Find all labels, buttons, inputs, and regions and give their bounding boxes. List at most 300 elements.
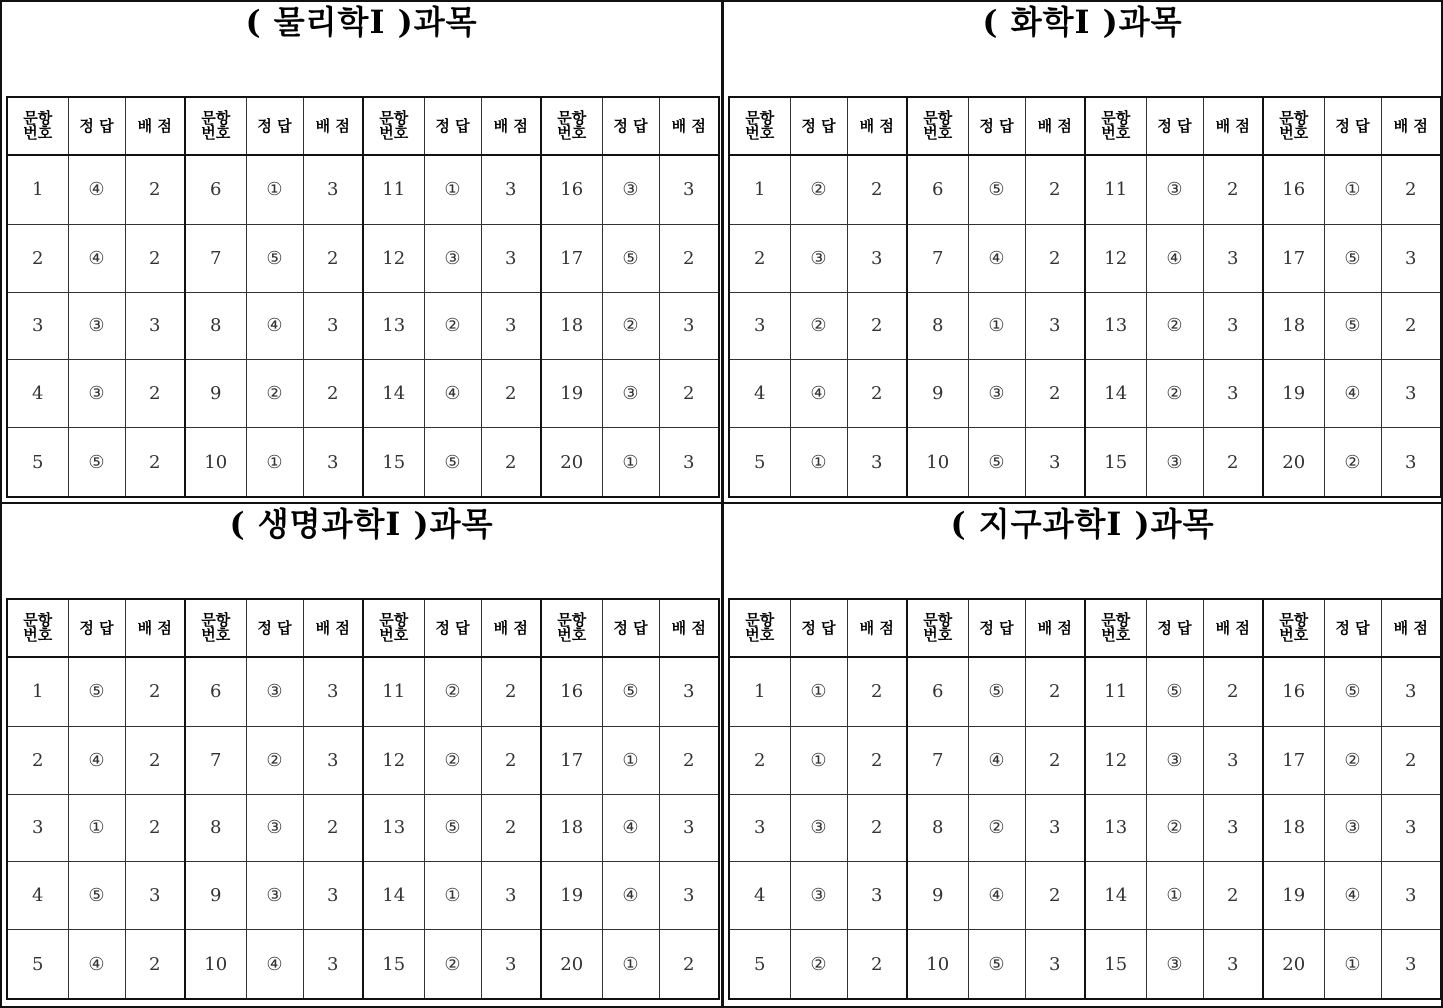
question-number-header: 문항 번호 — [541, 97, 602, 155]
score-cell: 2 — [303, 794, 363, 862]
question-number: 17 — [1263, 224, 1324, 292]
question-number: 15 — [363, 930, 424, 999]
answer-cell: ① — [424, 155, 481, 224]
question-number: 11 — [363, 657, 424, 726]
question-number: 3 — [7, 292, 68, 360]
score-header: 배 점 — [847, 97, 907, 155]
answer-cell: ① — [790, 726, 847, 794]
answer-cell: ① — [1324, 930, 1381, 999]
question-number: 10 — [907, 930, 968, 999]
question-number: 6 — [907, 155, 968, 224]
header-row — [7, 97, 719, 155]
score-cell: 3 — [481, 224, 541, 292]
question-number: 4 — [7, 862, 68, 930]
score-cell: 2 — [303, 224, 363, 292]
answer-cell: ① — [246, 155, 303, 224]
answer-cell: ④ — [246, 292, 303, 360]
panel-chemistry — [722, 0, 1443, 504]
answer-cell: ① — [246, 428, 303, 497]
answer-cell: ③ — [246, 862, 303, 930]
table-row — [7, 428, 719, 497]
answer-cell: ② — [424, 292, 481, 360]
answer-cell: ⑤ — [968, 930, 1025, 999]
answer-cell: ② — [1146, 794, 1203, 862]
answer-header: 정 답 — [602, 97, 659, 155]
score-cell: 3 — [481, 155, 541, 224]
panel-earth-science — [722, 502, 1443, 1008]
question-number: 13 — [1085, 292, 1146, 360]
answer-cell: ③ — [790, 224, 847, 292]
question-number: 15 — [1085, 428, 1146, 497]
table-row — [729, 360, 1441, 428]
score-cell: 2 — [847, 657, 907, 726]
score-cell: 3 — [847, 862, 907, 930]
score-header: 배 점 — [303, 97, 363, 155]
question-number: 20 — [1263, 428, 1324, 497]
question-number: 12 — [1085, 726, 1146, 794]
question-number: 6 — [185, 657, 246, 726]
score-cell: 3 — [481, 292, 541, 360]
answer-cell: ① — [1324, 155, 1381, 224]
score-cell: 3 — [303, 862, 363, 930]
question-number: 8 — [907, 794, 968, 862]
answer-cell: ⑤ — [68, 657, 125, 726]
table-row — [7, 794, 719, 862]
score-cell: 2 — [1025, 657, 1085, 726]
answer-cell: ④ — [424, 360, 481, 428]
score-cell: 2 — [1025, 224, 1085, 292]
score-cell: 2 — [1203, 428, 1263, 497]
subject-title: ( 화학Ⅰ )과목 — [982, 3, 1183, 41]
answer-cell: ③ — [1146, 726, 1203, 794]
answer-cell: ⑤ — [1146, 657, 1203, 726]
answer-cell: ③ — [246, 794, 303, 862]
question-number: 17 — [541, 224, 602, 292]
answer-cell: ② — [1146, 360, 1203, 428]
question-number: 18 — [541, 794, 602, 862]
answer-cell: ③ — [790, 862, 847, 930]
answer-header: 정 답 — [790, 97, 847, 155]
answer-cell: ⑤ — [246, 224, 303, 292]
score-cell: 3 — [303, 292, 363, 360]
question-number: 17 — [541, 726, 602, 794]
answer-cell: ③ — [1146, 155, 1203, 224]
answer-cell: ⑤ — [1324, 292, 1381, 360]
question-number: 16 — [1263, 155, 1324, 224]
answer-cell: ③ — [68, 360, 125, 428]
score-cell: 2 — [125, 360, 185, 428]
score-cell: 3 — [125, 292, 185, 360]
score-header: 배 점 — [1025, 97, 1085, 155]
question-number: 14 — [363, 862, 424, 930]
table-row — [729, 155, 1441, 224]
question-number: 5 — [7, 930, 68, 999]
answer-cell: ② — [246, 726, 303, 794]
score-cell: 3 — [659, 862, 719, 930]
score-cell: 3 — [481, 930, 541, 999]
question-number: 5 — [7, 428, 68, 497]
score-cell: 3 — [1203, 794, 1263, 862]
question-number: 4 — [729, 360, 790, 428]
answer-cell: ④ — [968, 862, 1025, 930]
answer-cell: ② — [968, 794, 1025, 862]
question-number: 9 — [907, 862, 968, 930]
score-cell: 2 — [125, 726, 185, 794]
score-header: 배 점 — [1381, 97, 1441, 155]
question-number: 2 — [729, 726, 790, 794]
question-number: 11 — [363, 155, 424, 224]
answer-cell: ① — [602, 428, 659, 497]
answer-header: 정 답 — [68, 97, 125, 155]
subject-title: ( 생명과학Ⅰ )과목 — [229, 505, 494, 543]
question-number: 19 — [1263, 862, 1324, 930]
score-cell: 2 — [1203, 155, 1263, 224]
score-cell: 3 — [125, 862, 185, 930]
question-number: 7 — [907, 224, 968, 292]
score-cell: 2 — [481, 360, 541, 428]
answer-table — [728, 96, 1442, 498]
score-cell: 3 — [303, 726, 363, 794]
table-row — [729, 930, 1441, 999]
score-header: 배 점 — [303, 599, 363, 657]
question-number: 20 — [1263, 930, 1324, 999]
answer-cell: ③ — [1146, 930, 1203, 999]
answer-cell: ③ — [246, 657, 303, 726]
score-cell: 2 — [847, 360, 907, 428]
score-cell: 2 — [1025, 360, 1085, 428]
question-number: 18 — [1263, 794, 1324, 862]
answer-cell: ⑤ — [968, 428, 1025, 497]
table-row — [7, 224, 719, 292]
table-row — [729, 657, 1441, 726]
answer-cell: ① — [1146, 862, 1203, 930]
question-number-header: 문항 번호 — [7, 599, 68, 657]
question-number: 3 — [7, 794, 68, 862]
answer-header: 정 답 — [790, 599, 847, 657]
question-number: 19 — [541, 862, 602, 930]
question-number-header: 문항 번호 — [1085, 97, 1146, 155]
table-row — [729, 794, 1441, 862]
answer-cell: ④ — [602, 862, 659, 930]
answer-cell: ④ — [1146, 224, 1203, 292]
panel-physics — [0, 0, 723, 504]
question-number: 1 — [729, 657, 790, 726]
answer-cell: ④ — [790, 360, 847, 428]
question-number: 8 — [185, 292, 246, 360]
question-number: 18 — [1263, 292, 1324, 360]
answer-cell: ④ — [68, 726, 125, 794]
question-number: 17 — [1263, 726, 1324, 794]
score-header: 배 점 — [1025, 599, 1085, 657]
answer-table — [6, 96, 720, 498]
answer-cell: ⑤ — [68, 862, 125, 930]
score-cell: 3 — [1025, 794, 1085, 862]
score-cell: 2 — [659, 930, 719, 999]
answer-header: 정 답 — [424, 599, 481, 657]
score-cell: 3 — [1381, 360, 1441, 428]
score-cell: 2 — [1381, 292, 1441, 360]
question-number: 18 — [541, 292, 602, 360]
question-number: 6 — [907, 657, 968, 726]
question-number: 13 — [1085, 794, 1146, 862]
answer-header: 정 답 — [1146, 599, 1203, 657]
question-number-header: 문항 번호 — [363, 599, 424, 657]
question-number-header: 문항 번호 — [185, 599, 246, 657]
question-number: 2 — [7, 224, 68, 292]
answer-cell: ③ — [1146, 428, 1203, 497]
score-cell: 3 — [1203, 360, 1263, 428]
question-number: 1 — [7, 657, 68, 726]
question-number: 9 — [907, 360, 968, 428]
score-header: 배 점 — [125, 97, 185, 155]
score-cell: 2 — [1381, 726, 1441, 794]
score-cell: 2 — [1025, 726, 1085, 794]
question-number: 3 — [729, 292, 790, 360]
answer-table — [6, 598, 720, 1000]
score-cell: 3 — [481, 862, 541, 930]
score-header: 배 점 — [125, 599, 185, 657]
question-number: 15 — [363, 428, 424, 497]
question-number: 6 — [185, 155, 246, 224]
subject-title: ( 물리학Ⅰ )과목 — [245, 3, 478, 41]
score-cell: 3 — [1381, 794, 1441, 862]
score-cell: 2 — [303, 360, 363, 428]
score-cell: 2 — [847, 726, 907, 794]
answer-header: 정 답 — [68, 599, 125, 657]
score-cell: 3 — [659, 428, 719, 497]
answer-cell: ② — [1324, 726, 1381, 794]
table-row — [7, 657, 719, 726]
answer-cell: ⑤ — [602, 657, 659, 726]
question-number-header: 문항 번호 — [907, 97, 968, 155]
answer-cell: ① — [68, 794, 125, 862]
answer-cell: ① — [602, 726, 659, 794]
question-number: 14 — [363, 360, 424, 428]
question-number: 12 — [363, 224, 424, 292]
question-number-header: 문항 번호 — [7, 97, 68, 155]
question-number: 16 — [1263, 657, 1324, 726]
answer-cell: ⑤ — [68, 428, 125, 497]
score-cell: 3 — [1381, 428, 1441, 497]
answer-cell: ② — [790, 292, 847, 360]
question-number-header: 문항 번호 — [729, 599, 790, 657]
table-row — [7, 726, 719, 794]
answer-table — [728, 598, 1442, 1000]
answer-header: 정 답 — [1146, 97, 1203, 155]
score-header: 배 점 — [1381, 599, 1441, 657]
score-cell: 2 — [847, 794, 907, 862]
score-cell: 3 — [847, 428, 907, 497]
answer-cell: ② — [790, 155, 847, 224]
score-cell: 3 — [1203, 930, 1263, 999]
answer-header: 정 답 — [1324, 599, 1381, 657]
question-number: 16 — [541, 155, 602, 224]
answer-cell: ⑤ — [424, 428, 481, 497]
answer-cell: ⑤ — [424, 794, 481, 862]
answer-cell: ③ — [424, 224, 481, 292]
answer-cell: ③ — [968, 360, 1025, 428]
table-row — [729, 726, 1441, 794]
answer-cell: ⑤ — [1324, 224, 1381, 292]
score-header: 배 점 — [847, 599, 907, 657]
question-number-header: 문항 번호 — [1085, 599, 1146, 657]
score-cell: 2 — [847, 930, 907, 999]
header-row — [729, 97, 1441, 155]
answer-cell: ⑤ — [1324, 657, 1381, 726]
question-number: 19 — [541, 360, 602, 428]
score-header: 배 점 — [1203, 599, 1263, 657]
panel-life-science — [0, 502, 723, 1008]
score-cell: 3 — [1381, 657, 1441, 726]
question-number: 9 — [185, 360, 246, 428]
answer-cell: ④ — [1324, 360, 1381, 428]
answer-cell: ④ — [1324, 862, 1381, 930]
answer-cell: ② — [424, 726, 481, 794]
answer-cell: ② — [1146, 292, 1203, 360]
score-cell: 2 — [481, 428, 541, 497]
answer-header: 정 답 — [246, 599, 303, 657]
question-number: 20 — [541, 428, 602, 497]
answer-cell: ③ — [68, 292, 125, 360]
table-row — [729, 224, 1441, 292]
answer-cell: ⑤ — [968, 657, 1025, 726]
question-number: 10 — [185, 930, 246, 999]
question-number: 9 — [185, 862, 246, 930]
table-row — [7, 292, 719, 360]
score-cell: 2 — [481, 794, 541, 862]
score-header: 배 점 — [659, 97, 719, 155]
answer-cell: ① — [968, 292, 1025, 360]
question-number: 2 — [7, 726, 68, 794]
header-row — [7, 599, 719, 657]
answer-cell: ② — [246, 360, 303, 428]
answer-cell: ④ — [602, 794, 659, 862]
score-cell: 3 — [303, 428, 363, 497]
score-cell: 2 — [1381, 155, 1441, 224]
table-row — [7, 360, 719, 428]
score-cell: 3 — [659, 794, 719, 862]
question-number: 1 — [729, 155, 790, 224]
question-number: 11 — [1085, 155, 1146, 224]
score-cell: 3 — [1025, 292, 1085, 360]
score-cell: 2 — [125, 930, 185, 999]
answer-header: 정 답 — [1324, 97, 1381, 155]
question-number-header: 문항 번호 — [907, 599, 968, 657]
answer-cell: ② — [424, 657, 481, 726]
score-cell: 2 — [125, 794, 185, 862]
score-cell: 2 — [125, 224, 185, 292]
question-number: 14 — [1085, 862, 1146, 930]
answer-cell: ② — [1324, 428, 1381, 497]
question-number: 16 — [541, 657, 602, 726]
question-number: 5 — [729, 930, 790, 999]
answer-cell: ④ — [246, 930, 303, 999]
score-cell: 2 — [125, 155, 185, 224]
answer-cell: ② — [790, 930, 847, 999]
score-cell: 3 — [1381, 862, 1441, 930]
score-cell: 2 — [659, 224, 719, 292]
answer-cell: ② — [424, 930, 481, 999]
question-number: 13 — [363, 794, 424, 862]
score-cell: 2 — [125, 657, 185, 726]
answer-cell: ① — [602, 930, 659, 999]
score-cell: 3 — [659, 657, 719, 726]
score-header: 배 점 — [481, 599, 541, 657]
answer-cell: ⑤ — [602, 224, 659, 292]
answer-header: 정 답 — [424, 97, 481, 155]
header-row — [729, 599, 1441, 657]
question-number: 19 — [1263, 360, 1324, 428]
answer-cell: ① — [790, 428, 847, 497]
table-row — [7, 862, 719, 930]
answer-cell: ④ — [68, 224, 125, 292]
score-header: 배 점 — [659, 599, 719, 657]
question-number: 11 — [1085, 657, 1146, 726]
answer-cell: ② — [602, 292, 659, 360]
score-cell: 2 — [847, 155, 907, 224]
answer-cell: ③ — [1324, 794, 1381, 862]
table-row — [7, 930, 719, 999]
question-number: 7 — [185, 726, 246, 794]
table-row — [729, 292, 1441, 360]
question-number: 12 — [1085, 224, 1146, 292]
score-cell: 2 — [1025, 155, 1085, 224]
question-number-header: 문항 번호 — [1263, 599, 1324, 657]
answer-cell: ⑤ — [968, 155, 1025, 224]
score-cell: 3 — [1203, 292, 1263, 360]
score-cell: 2 — [125, 428, 185, 497]
score-header: 배 점 — [1203, 97, 1263, 155]
question-number-header: 문항 번호 — [541, 599, 602, 657]
score-cell: 3 — [303, 155, 363, 224]
question-number: 10 — [907, 428, 968, 497]
question-number: 7 — [907, 726, 968, 794]
score-cell: 3 — [659, 292, 719, 360]
question-number: 13 — [363, 292, 424, 360]
answer-cell: ④ — [68, 155, 125, 224]
question-number-header: 문항 번호 — [363, 97, 424, 155]
question-number-header: 문항 번호 — [1263, 97, 1324, 155]
answer-cell: ③ — [602, 360, 659, 428]
table-row — [729, 428, 1441, 497]
score-cell: 3 — [1381, 930, 1441, 999]
question-number: 15 — [1085, 930, 1146, 999]
score-cell: 2 — [481, 726, 541, 794]
question-number: 4 — [729, 862, 790, 930]
score-header: 배 점 — [481, 97, 541, 155]
score-cell: 3 — [659, 155, 719, 224]
question-number: 10 — [185, 428, 246, 497]
answer-cell: ④ — [68, 930, 125, 999]
question-number: 14 — [1085, 360, 1146, 428]
question-number: 1 — [7, 155, 68, 224]
answer-header: 정 답 — [246, 97, 303, 155]
table-row — [7, 155, 719, 224]
score-cell: 3 — [303, 930, 363, 999]
question-number: 2 — [729, 224, 790, 292]
score-cell: 2 — [481, 657, 541, 726]
table-row — [729, 862, 1441, 930]
answer-header: 정 답 — [602, 599, 659, 657]
answer-header: 정 답 — [968, 97, 1025, 155]
score-cell: 2 — [847, 292, 907, 360]
score-cell: 2 — [1203, 862, 1263, 930]
score-cell: 3 — [1025, 930, 1085, 999]
score-cell: 2 — [1025, 862, 1085, 930]
question-number: 8 — [185, 794, 246, 862]
question-number: 20 — [541, 930, 602, 999]
score-cell: 3 — [1203, 726, 1263, 794]
